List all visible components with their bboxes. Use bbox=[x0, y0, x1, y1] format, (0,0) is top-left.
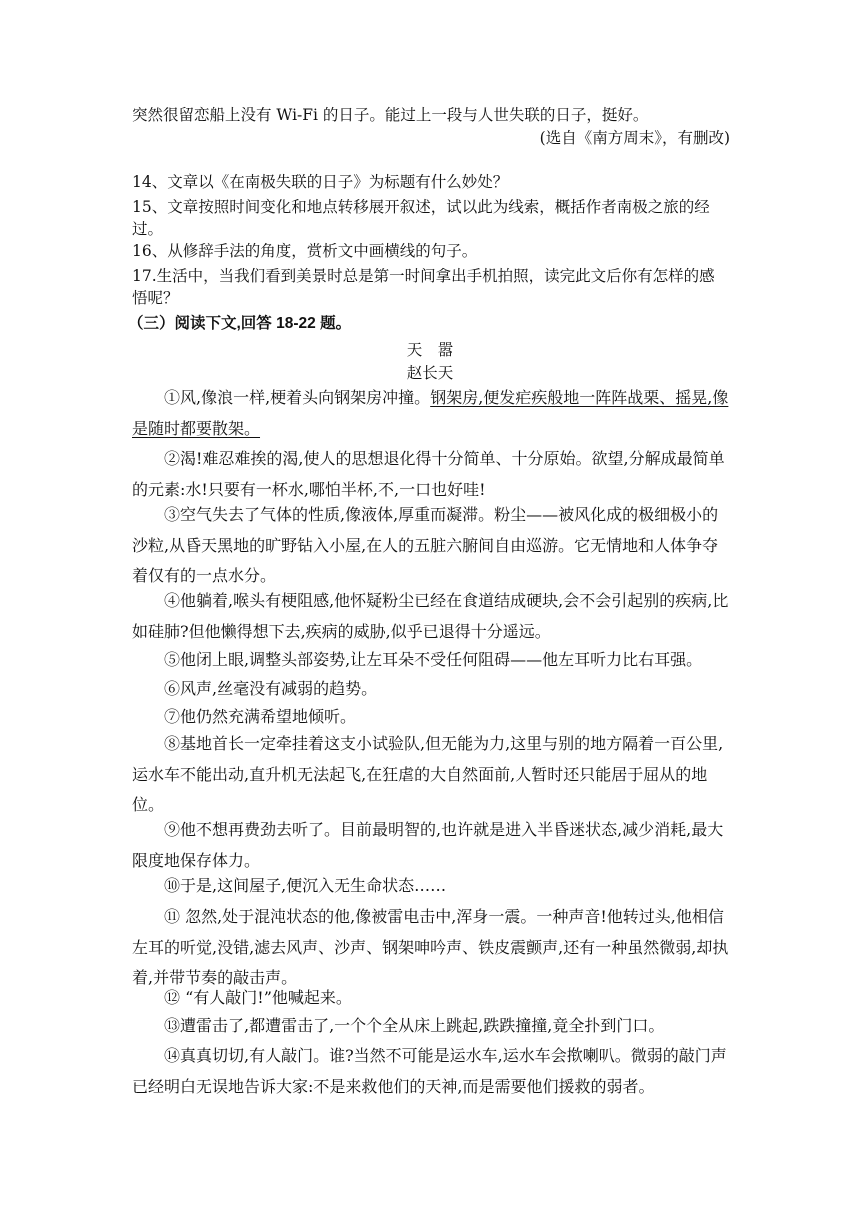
paragraph-1-text: ①风,像浪一样,梗着头向钢架房冲撞。 bbox=[164, 388, 431, 407]
question-15: 15、文章按照时间变化和地点转移展开叙述，试以此为线索，概括作者南极之旅的经过。 bbox=[132, 198, 710, 238]
paragraph-13: ⑬遭雷击了,都遭雷击了,一个个全从床上跳起,跌跌撞撞,竟全扑到门口。 bbox=[164, 1016, 665, 1035]
section-heading: （三）阅读下文,回答 18-22 题。 bbox=[128, 315, 352, 332]
article-author: 赵长天 bbox=[406, 364, 454, 382]
paragraph-10: ⑩于是,这间屋子,便沉入无生命状态…… bbox=[164, 876, 447, 895]
paragraph-14: ⑭真真切切,有人敲门。谁?当然不可能是运水车,运水车会揿喇叭。微弱的敲门声已经明白无误地告诉大家:不是来救他们的天神,而是需要他们援救的弱者。 bbox=[132, 1046, 727, 1096]
paragraph-12: ⑫ “有人敲门!”他喊起来。 bbox=[164, 988, 352, 1007]
source-note: (选自《南方周末》，有删改) bbox=[539, 129, 730, 147]
paragraph-3: ③空气失去了气体的性质,像液体,厚重而凝滞。粉尘——被风化成的极细极小的沙粒,从昏天黑地的旷野钻入小屋,在人的五脏六腑间自由巡游。它无情地和人体争夺着仅有的一点水分。 bbox=[132, 505, 719, 585]
article-title: 天 嚣 bbox=[406, 341, 454, 359]
top-paragraph: 突然很留恋船上没有 Wi-Fi 的日子。能过上一段与人世失联的日子，挺好。 bbox=[132, 106, 649, 124]
paragraph-8: ⑧基地首长一定牵挂着这支小试验队,但无能为力,这里与别的地方隔着一百公里,运水车不能出动,直升机无法起飞,在狂虐的大自然面前,人暂时还只能居于屈从的地位。 bbox=[132, 734, 724, 814]
paragraph-2: ②渴!难忍难挨的渴,使人的思想退化得十分简单、十分原始。欲望,分解成最简单的元素:水!只要有一杯水,哪怕半杯,不,一口也好哇! bbox=[132, 449, 725, 499]
paragraph-6: ⑥风声,丝毫没有减弱的趋势。 bbox=[164, 679, 378, 698]
paragraph-1 bbox=[132, 383, 732, 444]
underlined-sentence: 钢架房,便发疟疾般地一阵阵战栗、摇晃,像是随时都要散架。 bbox=[132, 388, 729, 438]
question-17: 17.生活中，当我们看到美景时总是第一时间拿出手机拍照，读完此文后你有怎样的感悟呢？ bbox=[132, 267, 715, 307]
paragraph-9: ⑨他不想再费劲去听了。目前最明智的,也许就是进入半昏迷状态,减少消耗,最大限度地保存体力。 bbox=[132, 820, 724, 870]
paragraph-11: ⑪ 忽然,处于混沌状态的他,像被雷电击中,浑身一震。一种声音!他转过头,他相信左耳的听觉,没错,滤去风声、沙声、钢架呻吟声、铁皮震颤声,还有一种虽然微弱,却执着,并带节奏的敲击声。 bbox=[132, 907, 729, 987]
question-14: 14、文章以《在南极失联的日子》为标题有什么妙处？ bbox=[132, 173, 509, 191]
paragraph-7: ⑦他仍然充满希望地倾听。 bbox=[164, 707, 357, 726]
paragraph-5: ⑤他闭上眼,调整头部姿势,让左耳朵不受任何阻碍——他左耳听力比右耳强。 bbox=[164, 650, 703, 669]
question-16: 16、从修辞手法的角度，赏析文中画横线的句子。 bbox=[132, 242, 478, 260]
paragraph-4: ④他躺着,喉头有梗阻感,他怀疑粉尘已经在食道结成硬块,会不会引起别的疾病,比如硅肺?但他懒得想下去,疾病的威胁,似乎已退得十分遥远。 bbox=[132, 591, 729, 641]
